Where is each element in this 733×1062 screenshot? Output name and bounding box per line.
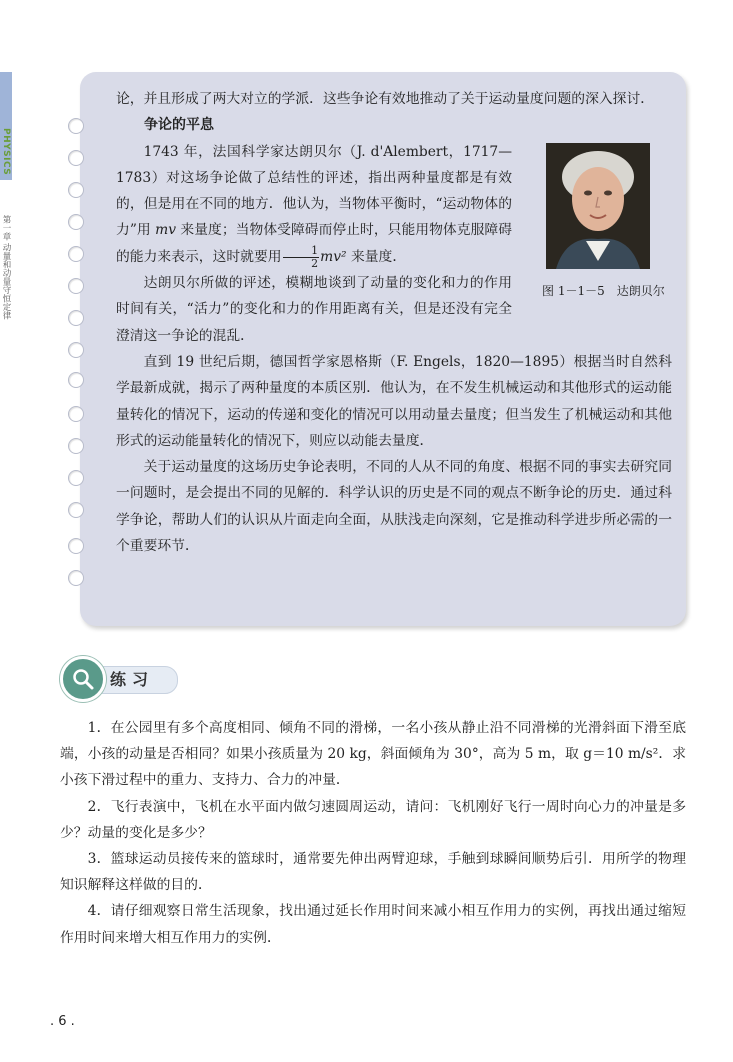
text-span: 来量度；当物体受障碍而停止时，只能用物体克服障碍的能力来表示，这时就要用 <box>116 222 512 265</box>
binder-ring <box>68 406 84 422</box>
notebook-box <box>80 72 686 626</box>
binder-ring <box>68 214 84 230</box>
binder-ring <box>68 246 84 262</box>
exercise-item: 2．飞行表演中，飞机在水平面内做匀速圆周运动，请问：飞机刚好飞行一周时向心力的冲量是多少？动量的变化是多少？ <box>60 798 686 841</box>
magnifier-icon <box>60 656 106 702</box>
paragraph: 直到 19 世纪后期，德国哲学家恩格斯（F. Engels，1820—1895）根据当时自然科学最新成就，揭示了两种量度的本质区别．他认为，在不发生机械运动和其他形式的运动能量转化的情况下，运动的传递和变化的情况可以用动量去量度；但当发生了机械运动和其他形式的运动能量转化的情况下，则应以动能去量度． <box>116 353 672 449</box>
binder-ring <box>68 438 84 454</box>
notebook-text <box>116 86 672 559</box>
section-heading: 争论的平息 <box>144 117 214 134</box>
binder-ring <box>68 278 84 294</box>
binder-ring <box>68 538 84 554</box>
fraction-denominator: 2 <box>311 256 319 270</box>
binder-ring <box>68 182 84 198</box>
binder-ring <box>68 342 84 358</box>
portrait-figure <box>524 143 672 299</box>
exercise-header <box>60 652 180 696</box>
binder-ring <box>68 310 84 326</box>
figure-caption: 图 1－1－5 达朗贝尔 <box>542 283 665 298</box>
side-chapter-label: 第一章 动量和动量守恒定律 <box>1 215 11 320</box>
paragraph: 达朗贝尔所做的评述，模糊地谈到了动量的变化和力的作用时间有关，“活力”的变化和力的作用距离有关，但是还没有完全澄清这一争论的混乱． <box>116 275 512 344</box>
paragraph: 关于运动量度的这场历史争论表明，不同的人从不同的角度、根据不同的事实去研究同一问题时，是会提出不同的见解的．科学认识的历史是不同的观点不断争论的历史．通过科学争论，帮助人们的认识从片面走向全面，从肤浅走向深刻，它是推动科学进步所必需的一个重要环节． <box>116 459 672 555</box>
page-number: . 6 . <box>50 1014 75 1029</box>
binder-ring <box>68 502 84 518</box>
binder-ring <box>68 150 84 166</box>
formula-mv2: mv² <box>320 248 347 265</box>
fraction-numerator: 1 <box>283 245 320 258</box>
text-span: 1743 年，法国科学家达朗贝尔（J. d'Alembert，1717—1783）对这场争论做了总结性的评述，指出两种量度都是有效的，但是用在不同的地方．他认为，当物体平衡时，“运动物体的力”用 <box>116 143 512 239</box>
exercise-item: 1．在公园里有多个高度相同、倾角不同的滑梯，一名小孩从静止沿不同滑梯的光滑斜面下滑至底端，小孩的动量是否相同？如果小孩质量为 20 kg，斜面倾角为 30°，高为 5 m，取 g＝10 m/s²．求小孩下滑过程中的重力、支持力、合力的冲量． <box>60 720 686 789</box>
paragraph: 论，并且形成了两大对立的学派．这些争论有效地推动了关于运动量度问题的深入探讨． <box>116 91 655 107</box>
side-physics-label: PHYSICS <box>1 128 11 176</box>
exercise-list <box>60 715 686 951</box>
exercise-title: 练习 <box>110 670 155 689</box>
binder-ring <box>68 372 84 388</box>
exercise-item: 3．篮球运动员接传来的篮球时，通常要先伸出两臂迎球，手触到球瞬间顺势后引．用所学的物理知识解释这样做的目的． <box>60 851 686 894</box>
formula-mv: mv <box>155 222 177 239</box>
binder-ring <box>68 118 84 134</box>
dalembert-portrait <box>546 143 650 269</box>
fraction <box>283 245 320 270</box>
exercise-item: 4．请仔细观察日常生活现象，找出通过延长作用时间来减小相互作用力的实例，再找出通过缩短作用时间来增大相互作用力的实例． <box>60 903 686 946</box>
binder-ring <box>68 470 84 486</box>
binder-ring <box>68 570 84 586</box>
text-span: 来量度． <box>346 248 407 265</box>
